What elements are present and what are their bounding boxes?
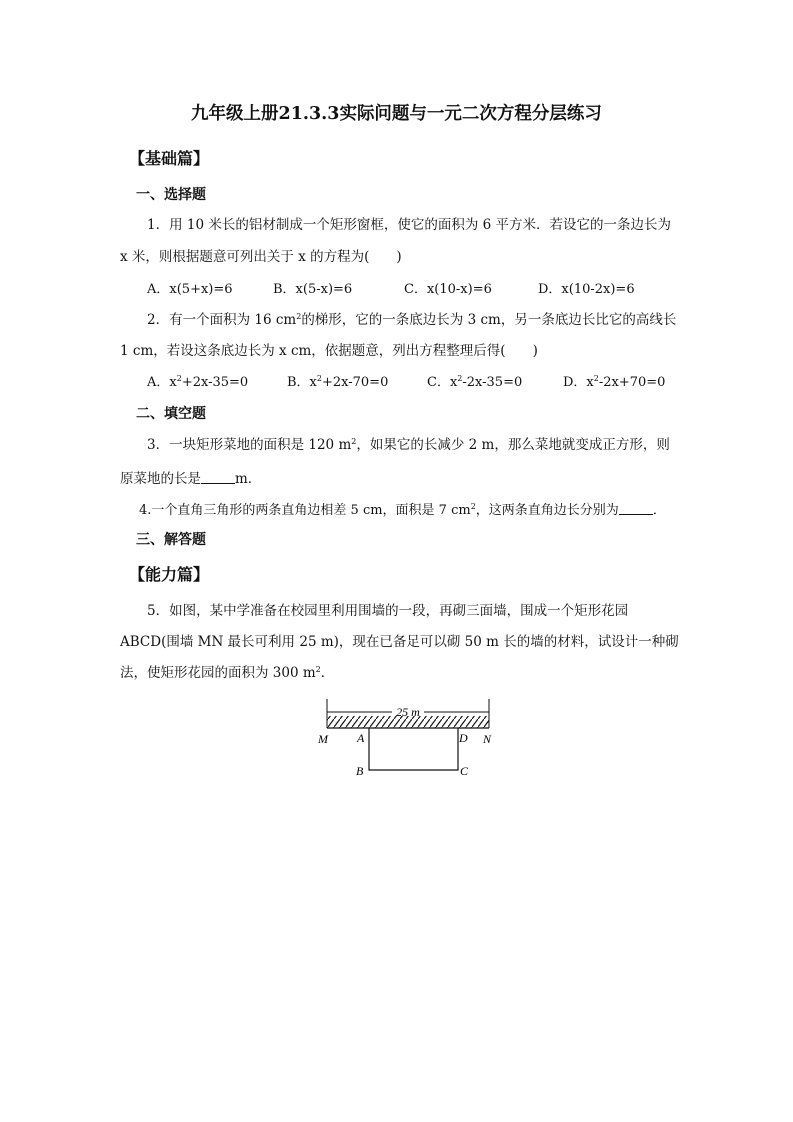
q2-option-a: A．$x^2+2x-35=0$ — [147, 374, 249, 390]
q2-option-b: B．$x^2+2x-70=0$ — [287, 374, 389, 390]
q1-line2: x 米，则根据题意可列出关于 x 的方程为( ) — [120, 249, 402, 265]
dimension-label: 25 m — [396, 705, 420, 719]
garden-rectangle — [369, 728, 458, 770]
subsection-choice: 一、选择题 — [136, 187, 206, 203]
q3-line1: 3．一块矩形菜地的面积是 120 $m^2$，如果它的长减少 2 m，那么菜地就变成正方形，则 — [147, 437, 670, 453]
q1-option-c: C．x(10-x)=6 — [404, 282, 492, 297]
q2-line1: 2．有一个面积为 16 $cm^2$的梯形，它的一条底边长为 3 cm，另一条底边长比它的高线长 — [147, 312, 677, 328]
q1-line1: 1．用 10 米长的铝材制成一个矩形窗框，使它的面积为 6 平方米．若设它的一条边长为 — [147, 217, 672, 233]
q2-option-c: C．$x^2-2x-35=0$ — [427, 374, 523, 390]
subsection-answer: 三、解答题 — [136, 532, 206, 548]
point-label-d: D — [459, 731, 468, 745]
q1-option-a: A．x(5+x)=6 — [147, 282, 233, 297]
point-label-n: N — [483, 732, 492, 746]
q1-option-b: B．x(5-x)=6 — [273, 282, 353, 297]
point-label-m: M — [318, 732, 328, 746]
point-label-b: B — [356, 764, 364, 778]
q5-line3: 法，使矩形花园的面积为 300 $m^2$． — [120, 665, 335, 681]
page-title: 九年级上册21.3.3实际问题与一元二次方程分层练习 — [191, 104, 602, 124]
garden-figure — [310, 695, 510, 785]
q5-line2: ABCD(围墙 MN 最长可利用 25 m)，现在已备足可以砌 50 m 长的墙的材料，试设计一种砌 — [120, 634, 679, 650]
section-ability: 【能力篇】 — [129, 565, 210, 584]
q3-answer-blank — [201, 471, 235, 484]
q1-option-d: D．x(10-2x)=6 — [538, 282, 635, 297]
q4-line: 4.一个直角三角形的两条直角边相差 5 cm，面积是 7 $cm^2$，这两条直角边长分别为 ． — [139, 502, 666, 518]
point-label-a: A — [357, 731, 365, 745]
q5-line1: 5．如图，某中学准备在校园里利用围墙的一段，再砌三面墙，围成一个矩形花园 — [147, 603, 629, 619]
q4-answer-blank — [619, 502, 653, 515]
point-label-c: C — [460, 764, 469, 778]
q3-line2: 原菜地的长是 m． — [120, 471, 262, 487]
q2-option-d: D．$x^2-2x+70=0$ — [563, 374, 666, 390]
section-basic: 【基础篇】 — [129, 149, 210, 168]
subsection-fill: 二、填空题 — [136, 406, 206, 422]
q2-line2: 1 cm，若设这条底边长为 x cm，依据题意，列出方程整理后得( ) — [120, 343, 538, 359]
